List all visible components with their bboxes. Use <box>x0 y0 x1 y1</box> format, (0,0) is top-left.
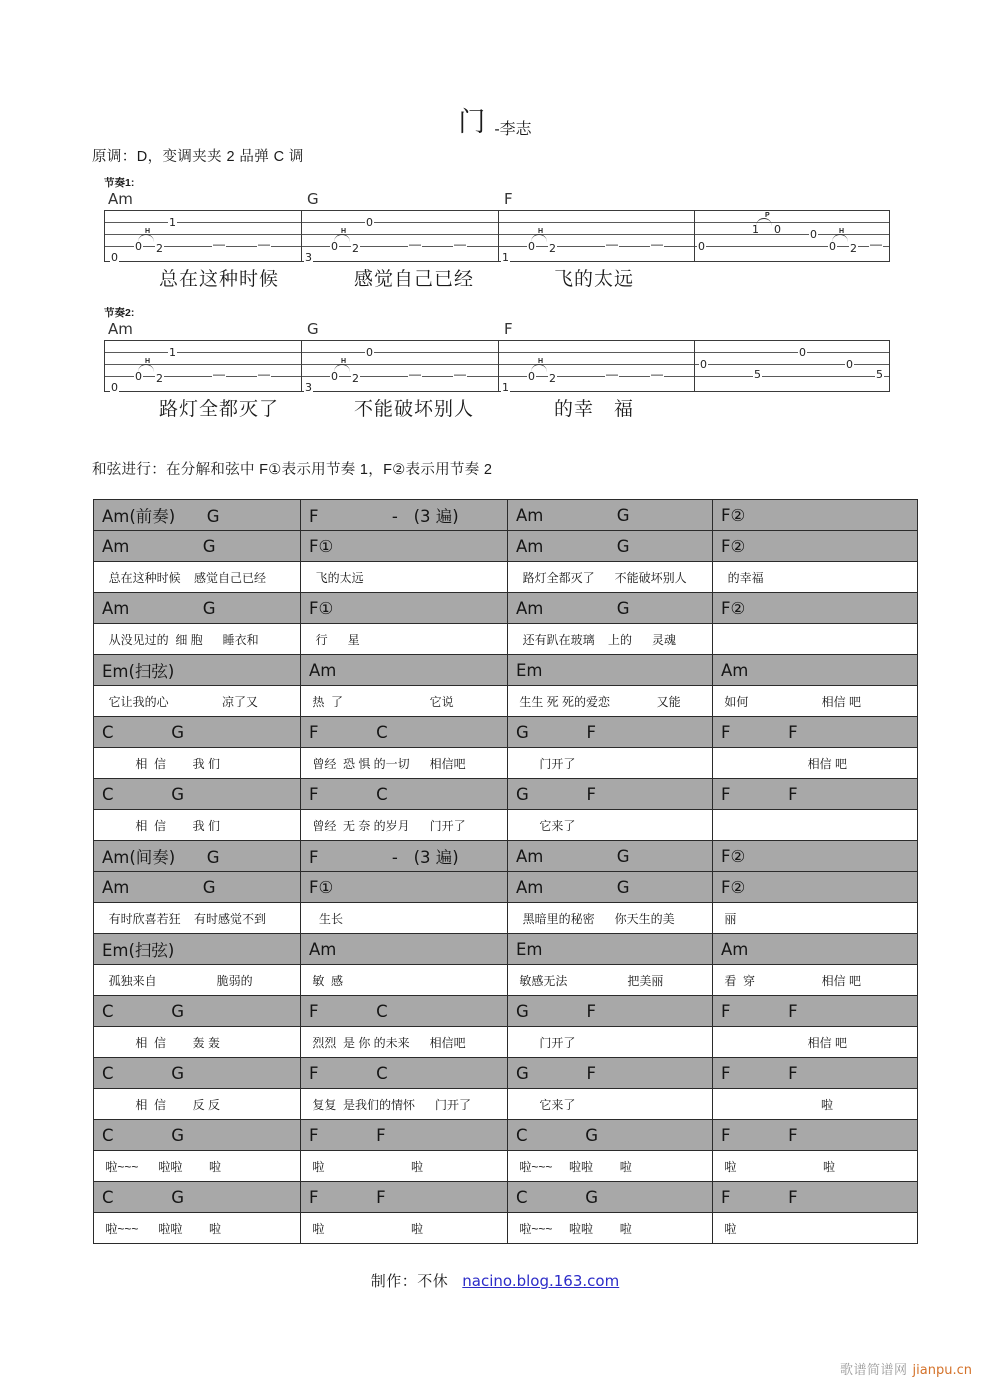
chord-row <box>94 593 918 624</box>
chord-cell: Em(扫弦) <box>94 934 301 965</box>
tab-dash: — <box>409 367 421 381</box>
chord-cell: F F <box>713 717 918 748</box>
song-title: 门 <box>458 107 487 137</box>
lyric-row <box>94 1213 918 1244</box>
lyric-cell: 黑暗里的秘密 你天生的美 <box>508 903 713 934</box>
tab-note: 0 <box>135 370 142 383</box>
tab-note: 2 <box>850 242 857 255</box>
chord-cell: F F <box>301 1182 508 1213</box>
lyric-cell: 啦~~~ 啦啦 啦 <box>94 1213 301 1244</box>
chord-cell: C G <box>508 1120 713 1151</box>
tab-note: 0 <box>366 216 373 229</box>
watermark-en-text: jianpu.cn <box>912 1363 972 1378</box>
tab-dash: — <box>454 367 466 381</box>
lyric-cell: 啦~~~ 啦啦 啦 <box>94 1151 301 1182</box>
chord-cell: F C <box>301 1058 508 1089</box>
tab-note: 2 <box>156 372 163 385</box>
tab-note: 0 <box>331 240 338 253</box>
chord-cell: Am <box>713 934 918 965</box>
staff-line-2 <box>105 364 889 365</box>
chord-cell: Am(前奏) G <box>94 500 301 531</box>
lyric-cell: 曾经 无 奈 的岁月 门开了 <box>301 810 508 841</box>
tab-note: 0 <box>528 370 535 383</box>
chord-cell: G F <box>508 779 713 810</box>
tab-note: 0 <box>846 358 853 371</box>
lyric-cell: 曾经 恐 惧 的一切 相信吧 <box>301 748 508 779</box>
chord-row <box>94 934 918 965</box>
chord-cell: Am G <box>508 841 713 872</box>
tab-dash: — <box>651 237 663 251</box>
tab-lyric: 飞的太远 <box>554 269 635 290</box>
chord-cell: Am G <box>508 500 713 531</box>
chord-row <box>94 872 918 903</box>
chord-row <box>94 779 918 810</box>
chord-cell: F C <box>301 779 508 810</box>
chord-cell: C G <box>508 1182 713 1213</box>
hammer-on-mark: H <box>341 358 347 365</box>
lyric-row <box>94 810 918 841</box>
chord-row <box>94 841 918 872</box>
bar-line-3 <box>694 211 695 261</box>
tab-lyric: 总在这种时候 <box>159 269 280 290</box>
lyric-cell: 路灯全都灭了 不能破坏别人 <box>508 562 713 593</box>
watermark <box>840 1359 972 1378</box>
tab-note: 1 <box>502 381 509 394</box>
chord-row <box>94 996 918 1027</box>
chord-cell: Am G <box>94 872 301 903</box>
hammer-on-mark: H <box>538 358 544 365</box>
tab-dash: — <box>213 367 225 381</box>
chord-cell: G F <box>508 996 713 1027</box>
bar-line-3 <box>694 341 695 391</box>
tab-lyric-line-2 <box>104 394 890 424</box>
chord-cell: Am <box>301 655 508 686</box>
watermark-cn-text: 歌谱简谱网 <box>840 1362 908 1377</box>
tab-note: 5 <box>754 368 761 381</box>
tab-note: 1 <box>752 223 759 236</box>
lyric-cell <box>713 810 918 841</box>
chord-row <box>94 717 918 748</box>
chord-cell: F F <box>713 1120 918 1151</box>
tab-chord-line-1 <box>104 190 890 210</box>
tab-dash: — <box>409 237 421 251</box>
tab-note: 0 <box>111 381 118 394</box>
chord-row <box>94 1120 918 1151</box>
lyric-row <box>94 965 918 996</box>
chord-row <box>94 500 918 531</box>
lyric-cell: 飞的太远 <box>301 562 508 593</box>
lyric-cell: 复复 是我们的情怀 门开了 <box>301 1089 508 1120</box>
tab-note: 1 <box>169 346 176 359</box>
lyric-cell: 相 信 轰 轰 <box>94 1027 301 1058</box>
progression-note: 和弦进行：在分解和弦中 F①表示用节奏 1，F②表示用节奏 2 <box>92 462 493 478</box>
lyric-cell: 它来了 <box>508 810 713 841</box>
chord-cell: F F <box>713 996 918 1027</box>
source-site-link[interactable]: nacino.blog.163.com <box>462 1272 620 1290</box>
footer <box>0 1270 990 1291</box>
lyric-cell: 行 星 <box>301 624 508 655</box>
lyric-cell: 它让我的心 凉了又 <box>94 686 301 717</box>
lyric-row <box>94 903 918 934</box>
lyric-cell: 相信 吧 <box>713 1027 918 1058</box>
lyric-cell: 热 了 它说 <box>301 686 508 717</box>
tab-block-rhythm-1 <box>104 178 890 294</box>
song-artist: -李志 <box>494 121 532 138</box>
lyric-cell: 看 穿 相信 吧 <box>713 965 918 996</box>
tab-chord-g: G <box>307 190 319 208</box>
tab-note: 0 <box>700 358 707 371</box>
lyric-cell: 它来了 <box>508 1089 713 1120</box>
lyric-row <box>94 562 918 593</box>
tab-dash: — <box>454 237 466 251</box>
chord-cell: C G <box>94 717 301 748</box>
lyric-cell: 孤独来自 脆弱的 <box>94 965 301 996</box>
chord-cell: F F <box>301 1120 508 1151</box>
lyric-cell: 烈烈 是 你 的未来 相信吧 <box>301 1027 508 1058</box>
tab-chord-am: Am <box>108 190 133 208</box>
tab-dash: — <box>651 367 663 381</box>
chord-cell: Am G <box>508 872 713 903</box>
lyric-cell: 总在这种时候 感觉自己已经 <box>94 562 301 593</box>
tab-note: 0 <box>135 240 142 253</box>
tablature-staff-1 <box>104 210 890 262</box>
chord-cell: Am <box>713 655 918 686</box>
tab-note: 1 <box>502 251 509 264</box>
tab-lyric-line-1 <box>104 264 890 294</box>
lyric-cell: 还有趴在玻璃 上的 灵魂 <box>508 624 713 655</box>
tab-chord-g: G <box>307 320 319 338</box>
tab-block-rhythm-2 <box>104 308 890 424</box>
chord-row <box>94 655 918 686</box>
tab-lyric: 不能破坏别人 <box>354 399 475 420</box>
hammer-on-mark: H <box>145 228 151 235</box>
tab-dash: — <box>606 367 618 381</box>
lyric-cell: 相 信 我 们 <box>94 810 301 841</box>
chord-cell: F② <box>713 500 918 531</box>
chord-cell: C G <box>94 1182 301 1213</box>
lyric-row <box>94 748 918 779</box>
hammer-on-mark: H <box>341 228 347 235</box>
staff-line-2 <box>105 234 889 235</box>
chord-cell: F② <box>713 872 918 903</box>
chord-cell: C G <box>94 996 301 1027</box>
tablature-staff-2 <box>104 340 890 392</box>
tab-chord-line-2 <box>104 320 890 340</box>
chord-cell: F① <box>301 593 508 624</box>
chord-cell: F F <box>713 1058 918 1089</box>
lyric-row <box>94 1151 918 1182</box>
lyric-row <box>94 686 918 717</box>
tab-dash: — <box>258 367 270 381</box>
lyric-cell: 生长 <box>301 903 508 934</box>
chord-cell: Am <box>301 934 508 965</box>
tab-note: 0 <box>366 346 373 359</box>
chord-cell: F① <box>301 531 508 562</box>
lyric-cell: 生生 死 死的爱恋 又能 <box>508 686 713 717</box>
chord-cell: Am(间奏) G <box>94 841 301 872</box>
lyric-cell: 的幸福 <box>713 562 918 593</box>
lyric-cell: 啦 啦 <box>301 1151 508 1182</box>
chord-cell: F F <box>713 779 918 810</box>
key-note: 原调：D，变调夹夹 2 品弹 C 调 <box>92 149 304 165</box>
rhythm-label-1: 节奏1: <box>104 177 135 189</box>
lyric-cell: 门开了 <box>508 748 713 779</box>
lyric-cell: 啦 <box>713 1213 918 1244</box>
chord-cell: F F <box>713 1182 918 1213</box>
chord-cell: F - (3 遍) <box>301 500 508 531</box>
hammer-on-mark: H <box>839 228 845 235</box>
tab-chord-am: Am <box>108 320 133 338</box>
chord-cell: C G <box>94 1120 301 1151</box>
title-block <box>0 100 990 139</box>
rhythm-label-2: 节奏2: <box>104 307 135 319</box>
tab-note: 2 <box>549 372 556 385</box>
tab-note: 2 <box>352 242 359 255</box>
chord-cell: F② <box>713 593 918 624</box>
lyric-cell: 门开了 <box>508 1027 713 1058</box>
tab-chord-f: F <box>504 190 513 208</box>
chord-cell: F C <box>301 717 508 748</box>
tab-lyric: 感觉自己已经 <box>354 269 475 290</box>
chord-cell: C G <box>94 1058 301 1089</box>
lyric-cell: 啦~~~ 啦啦 啦 <box>508 1151 713 1182</box>
credit-text: 制作：不休 <box>370 1273 449 1290</box>
chord-cell: G F <box>508 717 713 748</box>
chord-cell: F C <box>301 996 508 1027</box>
pull-off-mark: P <box>765 212 770 219</box>
lyric-cell: 相 信 我 们 <box>94 748 301 779</box>
tab-note: 0 <box>810 228 817 241</box>
tab-note: 0 <box>829 240 836 253</box>
lyric-cell: 相信 吧 <box>713 748 918 779</box>
bar-line-2 <box>498 341 499 391</box>
lyric-cell: 敏 感 <box>301 965 508 996</box>
chord-cell: G F <box>508 1058 713 1089</box>
lyric-row <box>94 1089 918 1120</box>
chord-row <box>94 1058 918 1089</box>
tab-dash: — <box>258 237 270 251</box>
bar-line-1 <box>301 211 302 261</box>
lyric-cell: 啦~~~ 啦啦 啦 <box>508 1213 713 1244</box>
chord-cell: Em(扫弦) <box>94 655 301 686</box>
hammer-on-mark: H <box>145 358 151 365</box>
tab-note: 1 <box>169 216 176 229</box>
lyric-cell: 丽 <box>713 903 918 934</box>
chord-progression-table <box>93 499 918 1244</box>
chord-cell: Em <box>508 934 713 965</box>
tab-dash: — <box>213 237 225 251</box>
lyric-cell: 如何 相信 吧 <box>713 686 918 717</box>
tab-note: 0 <box>698 240 705 253</box>
staff-line-1 <box>105 352 889 353</box>
hammer-on-mark: H <box>538 228 544 235</box>
lyric-row <box>94 624 918 655</box>
chord-cell: F - (3 遍) <box>301 841 508 872</box>
tab-note: 3 <box>305 251 312 264</box>
tab-note: 2 <box>549 242 556 255</box>
lyric-cell: 从没见过的 细 胞 睡衣和 <box>94 624 301 655</box>
chord-table-body <box>94 500 918 1244</box>
chord-cell: Am G <box>94 593 301 624</box>
tab-dash: — <box>870 237 882 251</box>
chord-cell: Am G <box>508 593 713 624</box>
chord-cell: F② <box>713 531 918 562</box>
tab-note: 2 <box>156 242 163 255</box>
chord-cell: F② <box>713 841 918 872</box>
lyric-cell: 啦 <box>713 1089 918 1120</box>
lyric-cell: 有时欣喜若狂 有时感觉不到 <box>94 903 301 934</box>
tab-dash: — <box>606 237 618 251</box>
lyric-cell: 相 信 反 反 <box>94 1089 301 1120</box>
tab-lyric: 的幸 福 <box>554 399 635 420</box>
lyric-cell: 敏感无法 把美丽 <box>508 965 713 996</box>
bar-line-2 <box>498 211 499 261</box>
tab-note: 0 <box>528 240 535 253</box>
lyric-cell <box>713 624 918 655</box>
chord-row <box>94 531 918 562</box>
tab-note: 2 <box>352 372 359 385</box>
chord-cell: Am G <box>94 531 301 562</box>
lyric-cell: 啦 啦 <box>301 1213 508 1244</box>
chord-cell: F① <box>301 872 508 903</box>
chord-cell: C G <box>94 779 301 810</box>
lyric-cell: 啦 啦 <box>713 1151 918 1182</box>
tab-chord-f: F <box>504 320 513 338</box>
lyric-row <box>94 1027 918 1058</box>
tab-note: 0 <box>111 251 118 264</box>
chord-cell: Em <box>508 655 713 686</box>
tab-note: 3 <box>305 381 312 394</box>
tab-note: 0 <box>774 223 781 236</box>
tab-note: 0 <box>799 346 806 359</box>
chord-cell: Am G <box>508 531 713 562</box>
tab-lyric: 路灯全都灭了 <box>159 399 280 420</box>
bar-line-1 <box>301 341 302 391</box>
tab-note: 5 <box>876 368 883 381</box>
tab-note: 0 <box>331 370 338 383</box>
chord-row <box>94 1182 918 1213</box>
